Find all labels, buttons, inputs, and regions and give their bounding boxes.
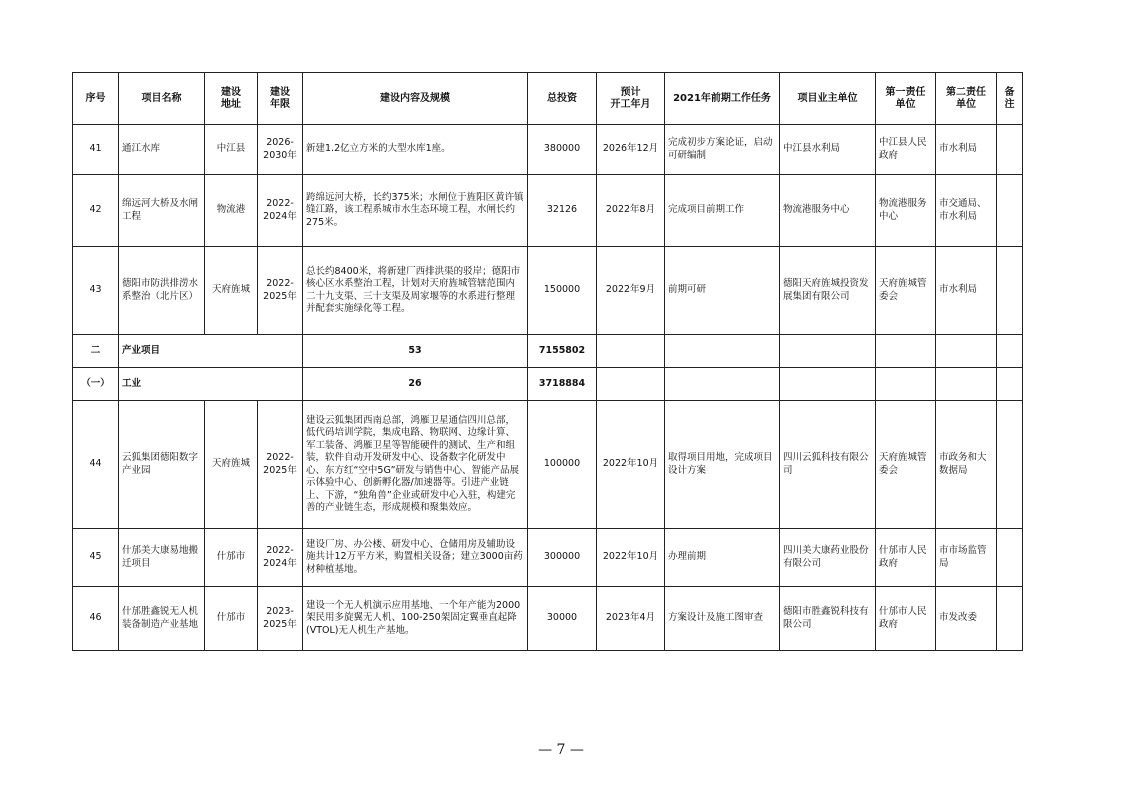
project-location: 天府旌城 (205, 247, 258, 335)
second-responsible: 市水利局 (936, 247, 997, 335)
start-date: 2022年9月 (597, 247, 665, 335)
total-investment: 150000 (528, 247, 597, 335)
category-name: 工业 (119, 368, 303, 401)
project-period: 2022- 2025年 (258, 401, 303, 529)
header-period: 建设 年限 (258, 73, 303, 125)
owner-unit: 物流港服务中心 (780, 175, 876, 247)
owner-unit: 德阳市胜鑫锐科技有限公司 (780, 587, 876, 651)
row-number: 41 (73, 125, 119, 175)
project-content: 总长约8400米，将新建厂西排洪渠的驳岸；德阳市核心区水系整治工程，计划对天府旌城管辖范围内二十九支渠、三十支渠及周家堰等的水系进行整理并配套实施绿化等工程。 (303, 247, 528, 335)
first-responsible: 物流港服务中心 (876, 175, 936, 247)
header-name: 项目名称 (119, 73, 205, 125)
owner-unit: 中江县水利局 (780, 125, 876, 175)
table-row (73, 401, 1023, 529)
prework-task: 前期可研 (665, 247, 780, 335)
project-location: 物流港 (205, 175, 258, 247)
summary-row (73, 335, 1023, 368)
row-number: （一） (73, 368, 119, 401)
row-number: 44 (73, 401, 119, 529)
project-location: 天府旌城 (205, 401, 258, 529)
second-responsible: 市交通局、市水利局 (936, 175, 997, 247)
header-task: 2021年前期工作任务 (665, 73, 780, 125)
table-body (73, 125, 1023, 651)
page-number: — 7 — (538, 742, 584, 758)
project-location: 什邡市 (205, 587, 258, 651)
empty-cell (780, 335, 876, 368)
project-name: 绵远河大桥及水闸工程 (119, 175, 205, 247)
table-row (73, 529, 1023, 587)
empty-cell (665, 335, 780, 368)
second-responsible: 市市场监管局 (936, 529, 997, 587)
total-investment: 7155802 (528, 335, 597, 368)
project-name: 通江水库 (119, 125, 205, 175)
note (997, 529, 1023, 587)
summary-row (73, 368, 1023, 401)
project-content: 建设厂房、办公楼、研发中心、仓储用房及辅助设施共计12万平方米，购置相关设备；建立3000亩药材种植基地。 (303, 529, 528, 587)
header-no: 序号 (73, 73, 119, 125)
prework-task: 取得项目用地，完成项目设计方案 (665, 401, 780, 529)
second-responsible: 市水利局 (936, 125, 997, 175)
project-location: 什邡市 (205, 529, 258, 587)
row-number: 45 (73, 529, 119, 587)
empty-cell (597, 335, 665, 368)
header-second: 第二责任 单位 (936, 73, 997, 125)
empty-cell (936, 335, 997, 368)
total-investment: 300000 (528, 529, 597, 587)
empty-cell (597, 368, 665, 401)
empty-cell (997, 368, 1023, 401)
project-table (72, 72, 1023, 651)
table-row (73, 125, 1023, 175)
project-content: 跨绵远河大桥，长约375米；水闸位于旌阳区黄许镇缝江路，该工程系城市水生态环境工程，水闸长约275米。 (303, 175, 528, 247)
note (997, 175, 1023, 247)
note (997, 247, 1023, 335)
prework-task: 方案设计及施工图审查 (665, 587, 780, 651)
prework-task: 完成初步方案论证，启动可研编制 (665, 125, 780, 175)
project-content: 建设一个无人机演示应用基地、一个年产能为2000架民用多旋翼无人机、100-250架固定翼垂直起降(VTOL)无人机生产基地。 (303, 587, 528, 651)
first-responsible: 什邡市人民政府 (876, 587, 936, 651)
project-period: 2022- 2025年 (258, 247, 303, 335)
empty-cell (876, 368, 936, 401)
total-investment: 3718884 (528, 368, 597, 401)
header-investment: 总投资 (528, 73, 597, 125)
project-location: 中江县 (205, 125, 258, 175)
project-name: 什邡美大康易地搬迁项目 (119, 529, 205, 587)
header-first: 第一责任 单位 (876, 73, 936, 125)
category-name: 产业项目 (119, 335, 303, 368)
start-date: 2022年10月 (597, 529, 665, 587)
project-name: 云狐集团德阳数字产业园 (119, 401, 205, 529)
header-location: 建设 地址 (205, 73, 258, 125)
note (997, 401, 1023, 529)
row-number: 43 (73, 247, 119, 335)
owner-unit: 四川美大康药业股份有限公司 (780, 529, 876, 587)
start-date: 2026年12月 (597, 125, 665, 175)
start-date: 2022年8月 (597, 175, 665, 247)
header-note: 备注 (997, 73, 1023, 125)
owner-unit: 四川云狐科技有限公司 (780, 401, 876, 529)
empty-cell (665, 368, 780, 401)
empty-cell (997, 335, 1023, 368)
second-responsible: 市发改委 (936, 587, 997, 651)
row-number: 二 (73, 335, 119, 368)
project-content: 新建1.2亿立方米的大型水库1座。 (303, 125, 528, 175)
project-period: 2022- 2024年 (258, 529, 303, 587)
note (997, 125, 1023, 175)
row-number: 46 (73, 587, 119, 651)
row-number: 42 (73, 175, 119, 247)
first-responsible: 天府旌城管委会 (876, 401, 936, 529)
total-investment: 380000 (528, 125, 597, 175)
project-period: 2026- 2030年 (258, 125, 303, 175)
second-responsible: 市政务和大数据局 (936, 401, 997, 529)
header-owner: 项目业主单位 (780, 73, 876, 125)
table-row (73, 175, 1023, 247)
empty-cell (876, 335, 936, 368)
project-period: 2023- 2025年 (258, 587, 303, 651)
table-header-row (73, 73, 1023, 125)
total-investment: 30000 (528, 587, 597, 651)
prework-task: 办理前期 (665, 529, 780, 587)
project-count: 26 (303, 368, 528, 401)
table-row (73, 247, 1023, 335)
first-responsible: 什邡市人民政府 (876, 529, 936, 587)
header-start: 预计 开工年月 (597, 73, 665, 125)
total-investment: 100000 (528, 401, 597, 529)
first-responsible: 中江县人民政府 (876, 125, 936, 175)
project-period: 2022- 2024年 (258, 175, 303, 247)
header-content: 建设内容及规模 (303, 73, 528, 125)
table-row (73, 587, 1023, 651)
total-investment: 32126 (528, 175, 597, 247)
prework-task: 完成项目前期工作 (665, 175, 780, 247)
owner-unit: 德阳天府旌城投资发展集团有限公司 (780, 247, 876, 335)
note (997, 587, 1023, 651)
first-responsible: 天府旌城管委会 (876, 247, 936, 335)
project-name: 德阳市防洪排涝水系整治（北片区） (119, 247, 205, 335)
project-count: 53 (303, 335, 528, 368)
project-content: 建设云狐集团西南总部，鸿雁卫星通信四川总部，低代码培训学院，集成电路、物联网、边缘计算、军工装备、鸿雁卫星等智能硬件的测试、生产和组装，软件自动开发研发中心、设备数字化研发中心、东方红“空中5G”研发与销售中心、智能产品展示体验中心、创新孵化器/加速器等。引进产业链上、下游，“独角兽”企业或研发中心入驻，构建完善的产业链生态，形成规模和聚集效应。 (303, 401, 528, 529)
start-date: 2023年4月 (597, 587, 665, 651)
empty-cell (936, 368, 997, 401)
project-name: 什邡胜鑫锐无人机装备制造产业基地 (119, 587, 205, 651)
empty-cell (780, 368, 876, 401)
start-date: 2022年10月 (597, 401, 665, 529)
